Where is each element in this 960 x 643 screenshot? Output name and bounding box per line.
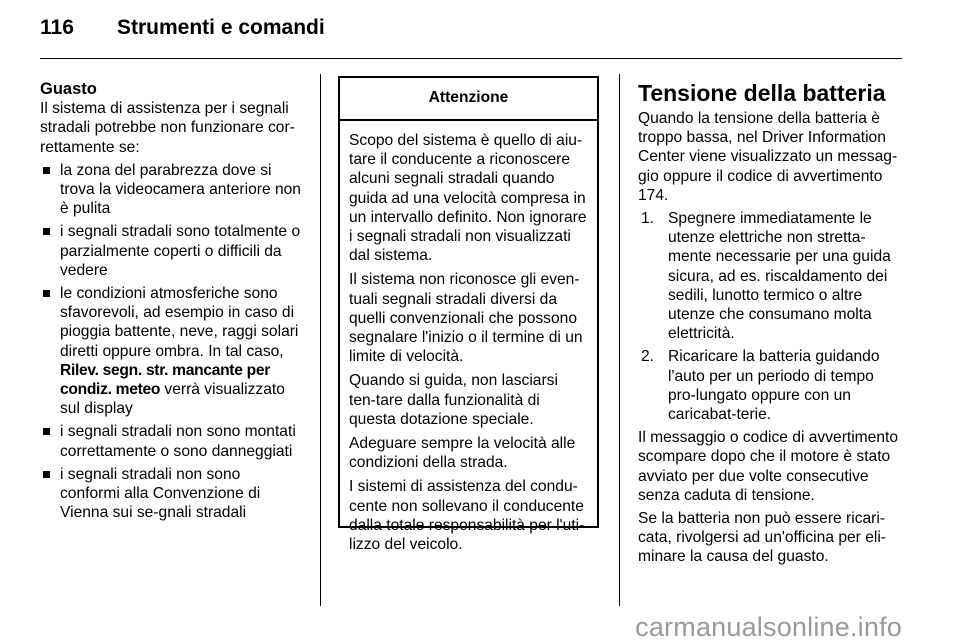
step-text: Ricaricare la batteria guidando l'auto per un periodo di tempo pro-lungato oppure con un caricabat-terie. xyxy=(668,348,880,424)
list-item: i segnali stradali non sono montati correttamente o sono danneggiati xyxy=(40,422,302,460)
intro-paragraph: Quando la tensione della batteria è troppo bassa, nel Driver Information Center viene visualizzato un messag-gio oppure il codice di avvertimento 174. xyxy=(638,110,898,204)
paragraph: Se la batteria non può essere ricari-cata, rivolgersi ad un'officina per eli-minare la causa del guasto. xyxy=(638,510,886,566)
paragraph: Il messaggio o codice di avvertimento scompare dopo che il motore è stato avviato per due volte consecutive senza caduta di tensione. xyxy=(638,429,899,504)
list-item xyxy=(40,284,302,418)
section-heading-guasto: Guasto xyxy=(40,80,97,98)
step-number: 2. xyxy=(641,348,655,366)
warning-paragraph: Il sistema non riconosce gli even-tuali segnali stradali diversi da quelli convenzionali che possono segnalare l'inizio o il termine di un limite di velocità. xyxy=(349,271,583,366)
conditions-list xyxy=(40,161,302,523)
step-number: 1. xyxy=(641,210,655,228)
page-number: 116 xyxy=(40,16,74,39)
column-divider-right xyxy=(619,74,620,606)
steps-list xyxy=(638,209,902,424)
right-column xyxy=(638,80,902,571)
list-item-text: le condizioni atmosferiche sono sfavorevoli, ad esempio in caso di pioggia battente, neve, raggi solari diretti oppure ombra. In tal caso, xyxy=(60,285,299,360)
header-rule xyxy=(40,58,902,59)
section-heading-battery: Tensione della batteria xyxy=(638,80,886,106)
warning-paragraph: Quando si guida, non lasciarsi ten-tare dalla funzionalità di questa dotazione speciale. xyxy=(349,372,558,428)
column-divider-left xyxy=(320,74,321,606)
left-column xyxy=(40,80,302,526)
warning-body xyxy=(340,121,597,554)
watermark: carmanualsonline.info xyxy=(635,612,902,642)
step-item xyxy=(641,347,902,424)
warning-paragraph: Adeguare sempre la velocità alle condizioni della strada. xyxy=(349,435,576,472)
warning-title: Attenzione xyxy=(340,78,597,121)
page-header xyxy=(40,16,325,40)
page-title: Strumenti e comandi xyxy=(117,16,325,39)
intro-paragraph: Il sistema di assistenza per i segnali stradali potrebbe non funzionare cor-rettamente se: xyxy=(40,100,295,156)
list-item: i segnali stradali non sono conformi alla Convenzione di Vienna sui se-gnali stradali xyxy=(40,465,302,523)
display-message-keyword: Rilev. segn. str. mancante per condiz. meteo xyxy=(60,361,270,399)
warning-box xyxy=(338,76,599,554)
step-text: Spegnere immediatamente le utenze elettriche non stretta-mente necessarie per una guida sicura, ad es. riscaldamento dei sedili, lunotto termico o altre utenze che consumano molta elettricità. xyxy=(668,210,891,343)
list-item: la zona del parabrezza dove si trova la videocamera anteriore non è pulita xyxy=(40,161,302,219)
warning-paragraph: Scopo del sistema è quello di aiu-tare il conducente a riconoscere alcuni segnali stradali quando guida ad una velocità compresa in un intervallo definito. Non ignorare i segnali stradali non visualizzati dal sistema. xyxy=(349,132,587,265)
list-item-suffix: verrà visualizzato sul display xyxy=(60,381,285,418)
list-item: i segnali stradali sono totalmente o parzialmente coperti o difficili da vedere xyxy=(40,222,302,280)
step-item xyxy=(641,209,902,343)
warning-paragraph: I sistemi di assistenza del condu-cente non sollevano il conducente dalla totale responsabilità per l'uti-lizzo del veicolo. xyxy=(349,478,585,554)
